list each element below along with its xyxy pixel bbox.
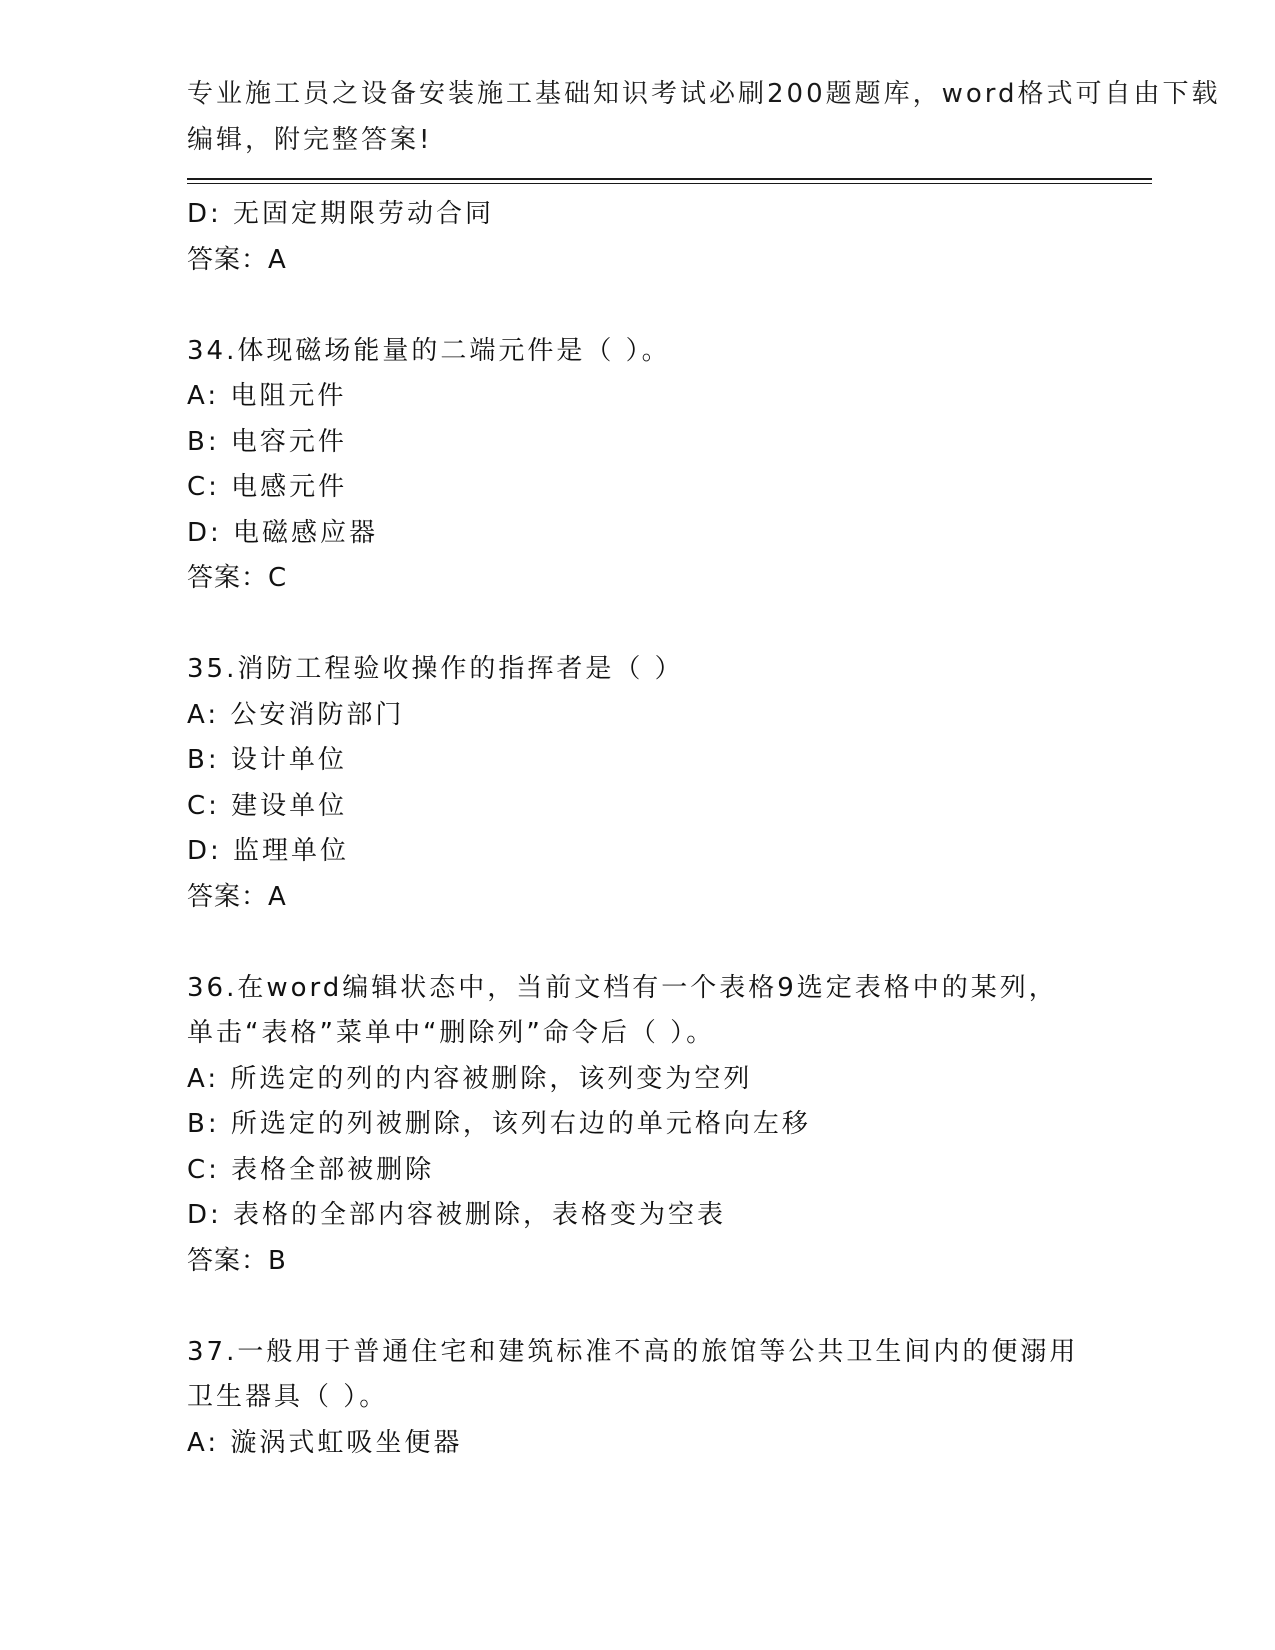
option-b: B: 设计单位 — [187, 745, 347, 775]
question-stem-line-1: 37.一般用于普通住宅和建筑标准不高的旅馆等公共卫生间内的便溺用 — [187, 1336, 1079, 1367]
answer: 答案：A — [187, 881, 287, 912]
question-36 — [187, 966, 1152, 1285]
option-b: B: 电容元件 — [187, 426, 347, 457]
question-stem: 35.消防工程验收操作的指挥者是（ ） — [187, 654, 684, 684]
header-line-2: 编辑，附完整答案! — [187, 124, 433, 155]
answer: 答案：C — [187, 563, 288, 593]
spacer — [187, 1284, 1152, 1330]
option-d: D: 电磁感应器 — [187, 517, 379, 548]
option-b: B: 所选定的列被删除，该列右边的单元格向左移 — [187, 1109, 811, 1139]
spacer — [187, 602, 1152, 648]
header-rule-thick — [187, 178, 1152, 180]
question-list — [187, 192, 1152, 1466]
spacer — [187, 283, 1152, 329]
question-stem-line-2: 卫生器具（ ）。 — [187, 1382, 389, 1412]
option-c: C: 建设单位 — [187, 790, 348, 821]
question-stem: 34.体现磁场能量的二端元件是（ ）。 — [187, 335, 671, 366]
document-header — [187, 72, 1221, 163]
header-line-1: 专业施工员之设备安装施工基础知识考试必刷200题题库，word格式可自由下载 — [187, 79, 1221, 109]
question-stem-line-2: 单击“表格”菜单中“删除列”命令后（ ）。 — [187, 1018, 716, 1048]
header-rule-thin — [187, 183, 1152, 184]
question-35 — [187, 647, 1152, 920]
option-d: D: 表格的全部内容被删除，表格变为空表 — [187, 1200, 727, 1230]
question-37 — [187, 1330, 1152, 1467]
option-a: A: 公安消防部门 — [187, 699, 405, 730]
prev-answer: 答案：A — [187, 244, 287, 275]
answer: 答案：B — [187, 1245, 287, 1276]
prev-option-d: D: 无固定期限劳动合同 — [187, 199, 495, 229]
option-d: D: 监理单位 — [187, 836, 350, 866]
question-34 — [187, 329, 1152, 602]
option-a: A: 电阻元件 — [187, 381, 347, 411]
option-c: C: 电感元件 — [187, 472, 348, 502]
option-a: A: 漩涡式虹吸坐便器 — [187, 1427, 463, 1458]
question-stem-line-1: 36.在word编辑状态中，当前文档有一个表格9选定表格中的某列， — [187, 972, 1058, 1003]
option-a: A: 所选定的列的内容被删除，该列变为空列 — [187, 1063, 753, 1094]
option-c: C: 表格全部被删除 — [187, 1154, 435, 1185]
spacer — [187, 920, 1152, 966]
